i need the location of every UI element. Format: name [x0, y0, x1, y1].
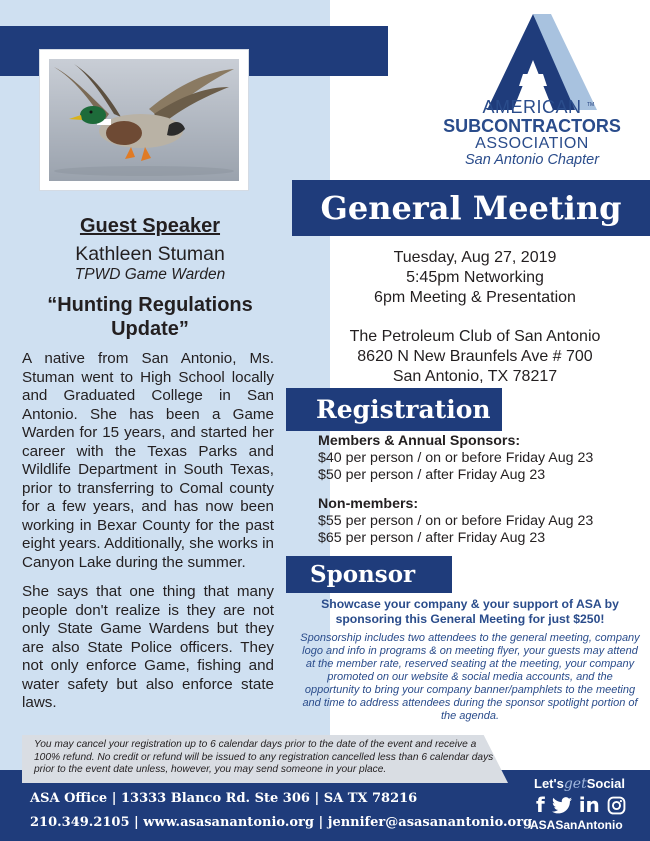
guest-speaker-heading: Guest Speaker [79, 215, 221, 237]
duck-illustration [49, 59, 239, 181]
social-lets: Let's [534, 776, 564, 791]
nonmembers-heading: Non-members: [318, 496, 419, 512]
social-handle[interactable]: ASASanAntonio [530, 818, 623, 832]
org-name-line2: SUBCONTRACTORS [443, 116, 621, 136]
speaker-name: Kathleen Stuman [75, 243, 225, 265]
event-networking-time: 5:45pm Networking [406, 269, 544, 286]
members-late-price: $50 per person / after Friday Aug 23 [318, 467, 546, 483]
org-name-line3: ASSOCIATION [475, 135, 589, 152]
sponsor-details: Sponsorship includes two attendees to the general meeting, company logo and info in programs & on meeting flyer, your guests may attend at the member rate, reserved seating at the meeting, your company promoted on our website & social media accounts, and the opportunity to bring your company banner/pamphlets to the meeting and time to address attendees during the sponsor spotlight portion of the agenda. [300, 632, 640, 722]
event-meeting-time: 6pm Meeting & Presentation [374, 289, 576, 306]
event-schedule [320, 248, 630, 308]
instagram-icon[interactable] [607, 796, 626, 815]
speaker-bio-paragraph-2: She says that one thing that many people don't realize is they are not only State Game Wardens but they are also State Police officers. They not only enforce Game, fishing and water safety but also enforce state laws. [22, 583, 274, 711]
social-icons [536, 795, 626, 815]
speaker-photo-frame [40, 50, 248, 190]
venue-city: San Antonio, TX 78217 [392, 368, 558, 385]
office-address: ASA Office | 13333 Blanco Rd. Ste 306 | SA TX 78216 [30, 791, 418, 806]
members-early-price: $40 per person / on or before Friday Aug 23 [318, 450, 594, 466]
talk-title-line1: “Hunting Regulations [47, 294, 253, 316]
event-date: Tuesday, Aug 27, 2019 [393, 249, 557, 266]
venue-street: 8620 N New Braunfels Ave # 700 [357, 348, 593, 365]
talk-title-line2: Update” [111, 318, 189, 340]
talk-title [0, 293, 300, 341]
office-contact[interactable]: 210.349.2105 | www.asasanantonio.org | jennifer@asasanantonio.org [30, 815, 533, 830]
members-heading: Members & Annual Sponsors: [318, 433, 521, 449]
linkedin-icon[interactable]: in [578, 793, 600, 817]
social-get: get [563, 776, 587, 792]
nonmembers-early-price: $55 per person / on or before Friday Aug 23 [318, 513, 594, 529]
logo-trademark: TM [587, 102, 595, 108]
general-meeting-banner: General Meeting [292, 180, 650, 236]
sponsor-headline: Showcase your company & your support of ASA by sponsoring this General Meeting for just $250! [321, 597, 619, 626]
registration-banner: Registration [286, 388, 502, 431]
venue-name: The Petroleum Club of San Antonio [349, 328, 601, 345]
event-venue [320, 327, 630, 387]
org-name-line1: AMERICAN [482, 97, 582, 117]
registration-pricing [318, 433, 638, 547]
mallard-duck-photo [49, 59, 239, 181]
twitter-icon[interactable] [552, 797, 572, 814]
facebook-icon[interactable]: f [536, 793, 545, 817]
lets-get-social-label [534, 776, 625, 792]
cancellation-policy: You may cancel your registration up to 6 calendar days prior to the date of the event and receive a 100% refund. No credit or refund will be issued to any registration cancelled less than 6 calendar days prior to the event date unless, however, you may send someone in your place. [34, 739, 494, 775]
org-chapter: San Antonio Chapter [464, 152, 600, 168]
social-social: Social [586, 776, 625, 791]
speaker-bio-paragraph-1: A native from San Antonio, Ms. Stuman went to High School locally and Graduated College in San Antonio. She has been a Game Warden for 15 years, and started her career with the Texas Parks and Wildlife Department in South Texas, prior to transferring to Comal county for a few years, and has now been working in Bexar County for the past eight years. Additionally, she works in Canyon Lake during the summer. [22, 350, 274, 571]
speaker-role: TPWD Game Warden [74, 266, 226, 283]
sponsor-banner: Sponsor [286, 556, 452, 593]
nonmembers-late-price: $65 per person / after Friday Aug 23 [318, 530, 546, 546]
asa-logo [467, 12, 599, 110]
